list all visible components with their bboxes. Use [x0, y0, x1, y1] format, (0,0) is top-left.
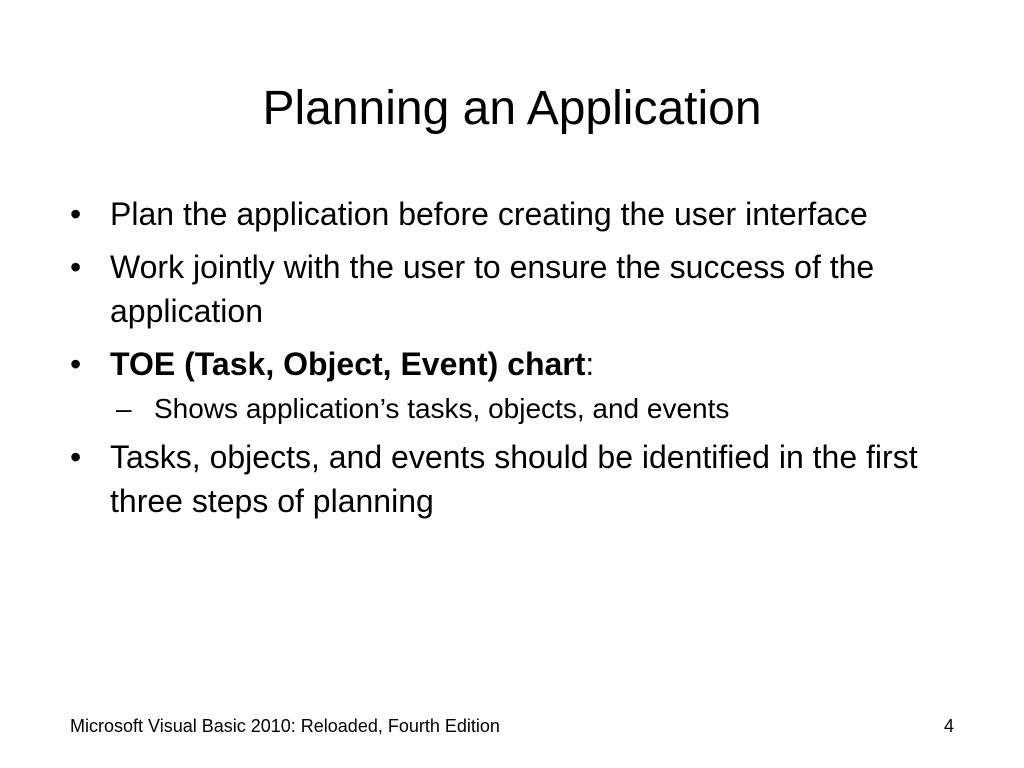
- bullet-text: Tasks, objects, and events should be identified in the first three steps of planning: [110, 439, 918, 519]
- slide-title: Planning an Application: [262, 82, 762, 135]
- bullet-text: Plan the application before creating the user interface: [110, 196, 868, 232]
- sub-bullet-item: [70, 391, 950, 427]
- bullet-item: [70, 192, 950, 236]
- bullet-marker: •: [70, 346, 82, 382]
- sub-bullet-marker: –: [116, 393, 132, 424]
- bullet-marker: •: [70, 249, 82, 285]
- slide-number: 4: [943, 716, 954, 736]
- bullet-text: Work jointly with the user to ensure the success of the application: [110, 249, 875, 329]
- bullet-marker: •: [70, 439, 82, 475]
- footer-book-title: Microsoft Visual Basic 2010: Reloaded, Fourth Edition: [70, 716, 500, 736]
- bullet-list: [70, 192, 950, 532]
- bullet-marker: •: [70, 196, 82, 232]
- bullet-item: [70, 435, 950, 523]
- sub-bullet-text: Shows application’s tasks, objects, and events: [154, 393, 730, 424]
- bullet-bold-text: TOE (Task, Object, Event) chart: [110, 346, 586, 382]
- bullet-suffix: :: [585, 346, 595, 382]
- bullet-item: [70, 245, 950, 333]
- bullet-item: [70, 342, 950, 386]
